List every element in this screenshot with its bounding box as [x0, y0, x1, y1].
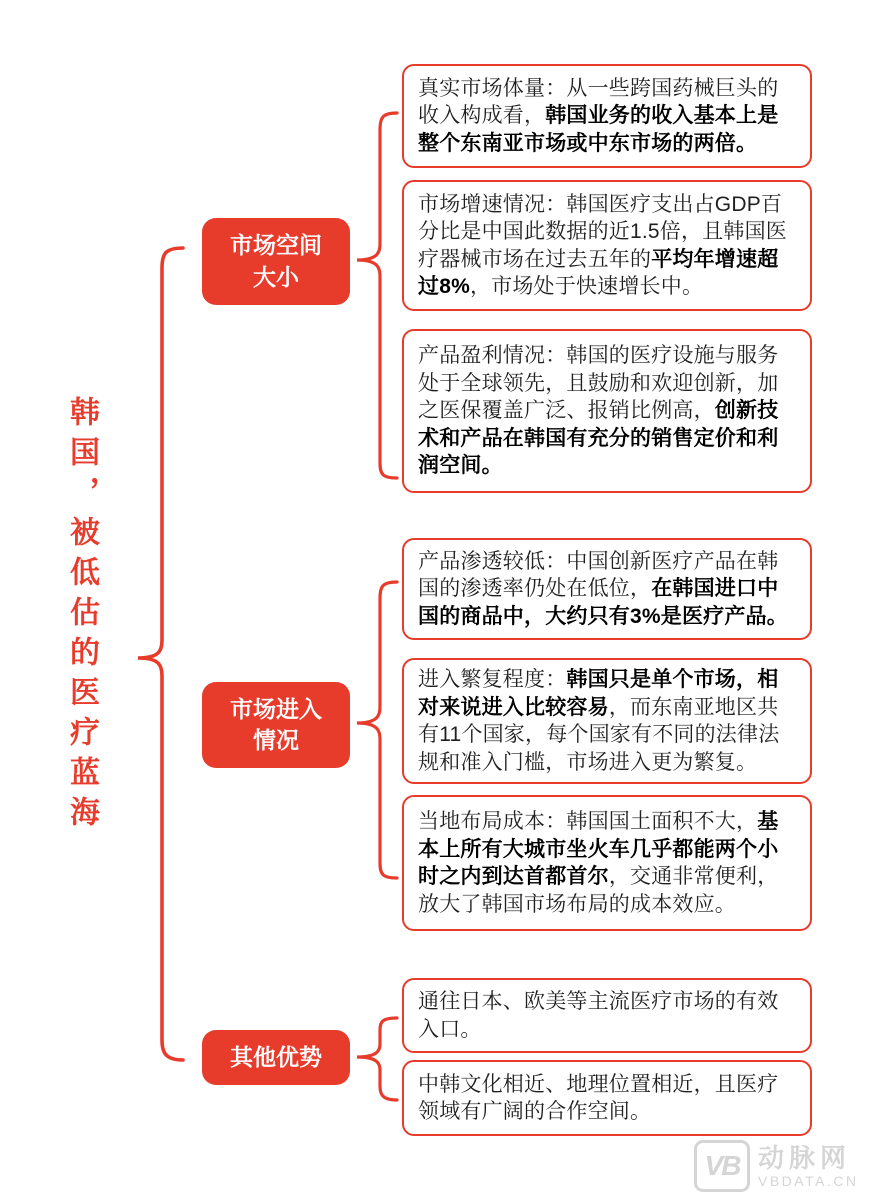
- detail-box-gateway-markets: [402, 978, 812, 1053]
- watermark-site-url: VBDATA.CN: [758, 1172, 859, 1189]
- branch-node-label: 市场空间大小: [230, 232, 322, 290]
- detail-text: 市场增速情况：韩国医疗支出占GDP百分比是中国此数据的近1.5倍，且韩国医疗器械市场在过去五年的平均年增速超过8%，市场处于快速增长中。: [418, 192, 787, 298]
- detail-text: 进入繁复程度：韩国只是单个市场，相对来说进入比较容易，而东南亚地区共有11个国家，每个国家有不同的法律法规和准入门槛，市场进入更为繁复。: [418, 668, 780, 774]
- detail-text: 产品盈利情况：韩国的医疗设施与服务处于全球领先，且鼓励和欢迎创新，加之医保覆盖广泛、报销比例高，创新技术和产品在韩国有充分的销售定价和利润空间。: [418, 344, 779, 478]
- detail-box-culture-proximity: [402, 1060, 812, 1136]
- root-title: 韩国，被低估的医疗蓝海: [65, 396, 98, 836]
- detail-text: 真实市场体量：从一些跨国药械巨头的收入构成看，韩国业务的收入基本上是整个东南亚市场或中东市场的两倍。: [418, 76, 779, 155]
- branch-node-label: 其他优势: [230, 1043, 322, 1070]
- branch-node-label: 市场进入情况: [230, 695, 322, 753]
- detail-box-local-layout-cost: [402, 795, 812, 931]
- branch-node-other-advantages: [202, 1030, 350, 1085]
- detail-box-product-profit: [402, 329, 812, 493]
- detail-text: 中韩文化相近、地理位置相近，且医疗领域有广阔的合作空间。: [418, 1072, 779, 1123]
- watermark-brand-name: 动脉网: [758, 1142, 852, 1173]
- detail-text: 产品渗透较低：中国创新医疗产品在韩国的渗透率仍处在低位，在韩国进口中国的商品中，大约只有3%是医疗产品。: [418, 549, 788, 628]
- branch-node-market-size: [202, 218, 350, 305]
- watermark-text: [758, 1142, 859, 1189]
- brace-branch-3: [357, 1018, 397, 1100]
- detail-box-product-penetration: [402, 538, 812, 640]
- branch-node-market-entry: [202, 682, 350, 768]
- detail-text: 通往日本、欧美等主流医疗市场的有效入口。: [418, 990, 779, 1041]
- watermark: [694, 1139, 866, 1193]
- brace-root: [138, 248, 183, 1060]
- brace-branch-2: [357, 582, 397, 878]
- vb-logo-icon: VB: [694, 1140, 750, 1192]
- brace-branch-1: [357, 113, 397, 478]
- detail-box-market-growth: [402, 180, 812, 311]
- detail-text: 当地布局成本：韩国国土面积不大，基本上所有大城市坐火车几乎都能两个小时之内到达首都首尔，交通非常便利，放大了韩国市场布局的成本效应。: [418, 810, 779, 916]
- detail-box-entry-complexity: [402, 658, 812, 784]
- detail-box-real-market-volume: [402, 64, 812, 168]
